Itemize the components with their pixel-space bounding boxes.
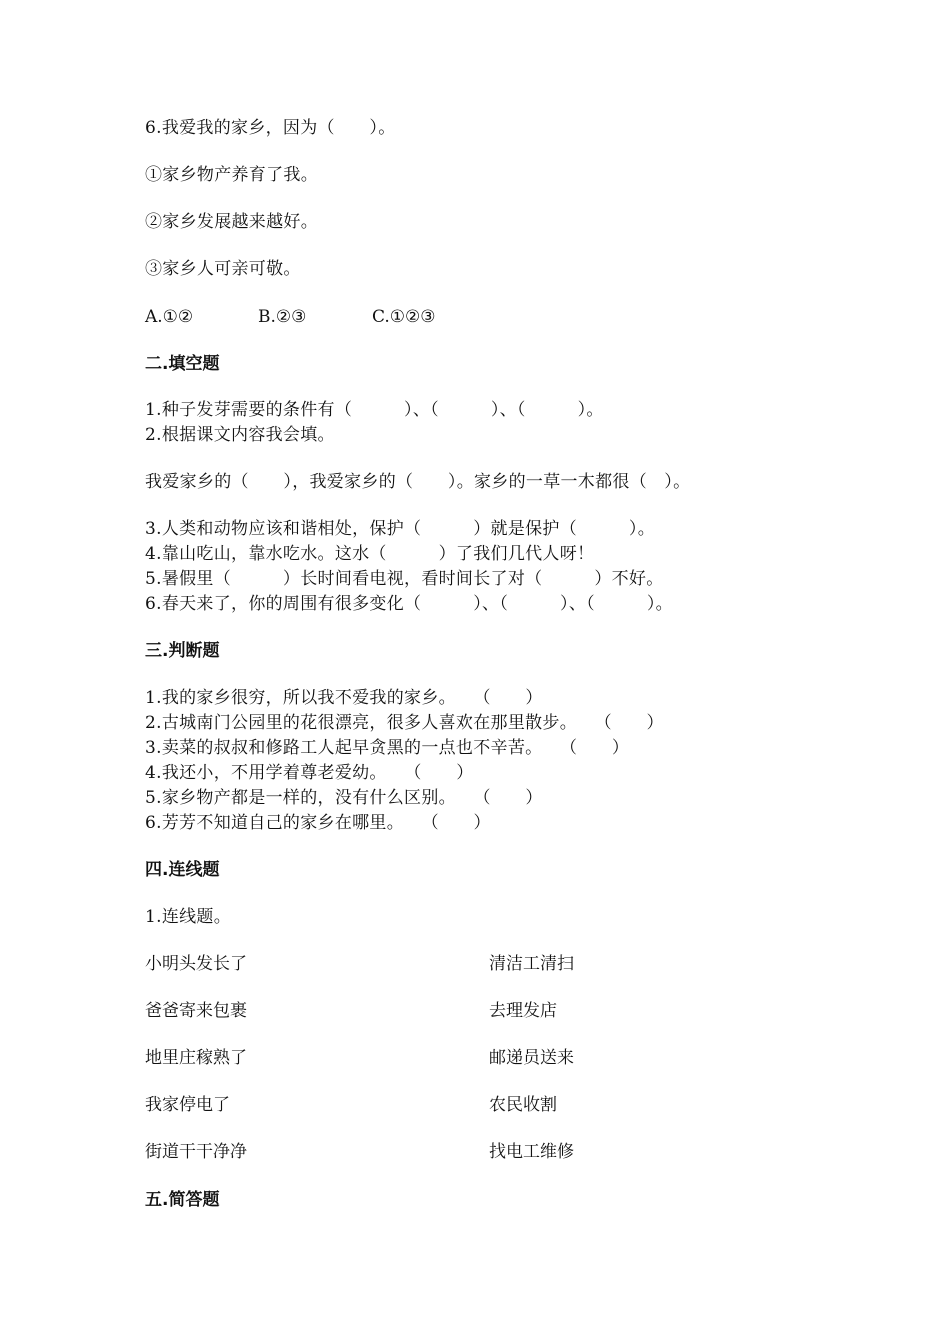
q6-stem: 6.我爱我的家乡，因为（ ）。 xyxy=(145,118,396,138)
section2-title: 二.填空题 xyxy=(145,354,220,374)
section4-title: 四.连线题 xyxy=(145,860,220,880)
match-right-2: 去理发店 xyxy=(489,1001,557,1021)
judge-line-6: 6.芳芳不知道自己的家乡在哪里。 （ ） xyxy=(145,813,491,833)
fill-line-1: 1.种子发芽需要的条件有（ ）、（ ）、（ ）。 xyxy=(145,400,604,420)
q6-item-3: ③家乡人可亲可敬。 xyxy=(145,259,301,279)
judge-line-4: 4.我还小，不用学着尊老爱幼。 （ ） xyxy=(145,763,474,783)
match-right-1: 清洁工清扫 xyxy=(489,954,574,974)
match-right-3: 邮递员送来 xyxy=(489,1048,574,1068)
q6-option-c: C.①②③ xyxy=(372,307,436,327)
section3-title: 三.判断题 xyxy=(145,641,220,661)
q6-item-1: ①家乡物产养育了我。 xyxy=(145,165,318,185)
match-right-5: 找电工维修 xyxy=(489,1142,574,1162)
judge-line-1: 1.我的家乡很穷，所以我不爱我的家乡。 （ ） xyxy=(145,688,543,708)
fill-line-2: 2.根据课文内容我会填。 xyxy=(145,425,335,445)
judge-line-5: 5.家乡物产都是一样的，没有什么区别。 （ ） xyxy=(145,788,543,808)
judge-line-2: 2.古城南门公园里的花很漂亮，很多人喜欢在那里散步。 （ ） xyxy=(145,713,664,733)
fill-line-6: 6.春天来了，你的周围有很多变化（ ）、（ ）、（ ）。 xyxy=(145,594,673,614)
match-right-4: 农民收割 xyxy=(489,1095,557,1115)
match-left-1: 小明头发长了 xyxy=(145,954,247,974)
q6-option-b: B.②③ xyxy=(258,307,307,327)
fill-line-4: 4.靠山吃山，靠水吃水。这水（ ）了我们几代人呀！ xyxy=(145,544,595,564)
q6-option-a: A.①② xyxy=(145,307,194,327)
fill-line-5: 5.暑假里（ ）长时间看电视，看时间长了对（ ）不好。 xyxy=(145,569,664,589)
judge-line-3: 3.卖菜的叔叔和修路工人起早贪黑的一点也不辛苦。 （ ） xyxy=(145,738,630,758)
section5-title: 五.简答题 xyxy=(145,1190,220,1210)
match-left-4: 我家停电了 xyxy=(145,1095,230,1115)
fill-line-2-body: 我爱家乡的（ ），我爱家乡的（ ）。家乡的一草一木都很（ ）。 xyxy=(145,472,691,492)
fill-line-3: 3.人类和动物应该和谐相处，保护（ ）就是保护（ ）。 xyxy=(145,519,656,539)
match-left-5: 街道干干净净 xyxy=(145,1142,247,1162)
match-left-2: 爸爸寄来包裹 xyxy=(145,1001,247,1021)
match-subtitle: 1.连线题。 xyxy=(145,907,232,927)
match-left-3: 地里庄稼熟了 xyxy=(145,1048,247,1068)
q6-item-2: ②家乡发展越来越好。 xyxy=(145,212,318,232)
